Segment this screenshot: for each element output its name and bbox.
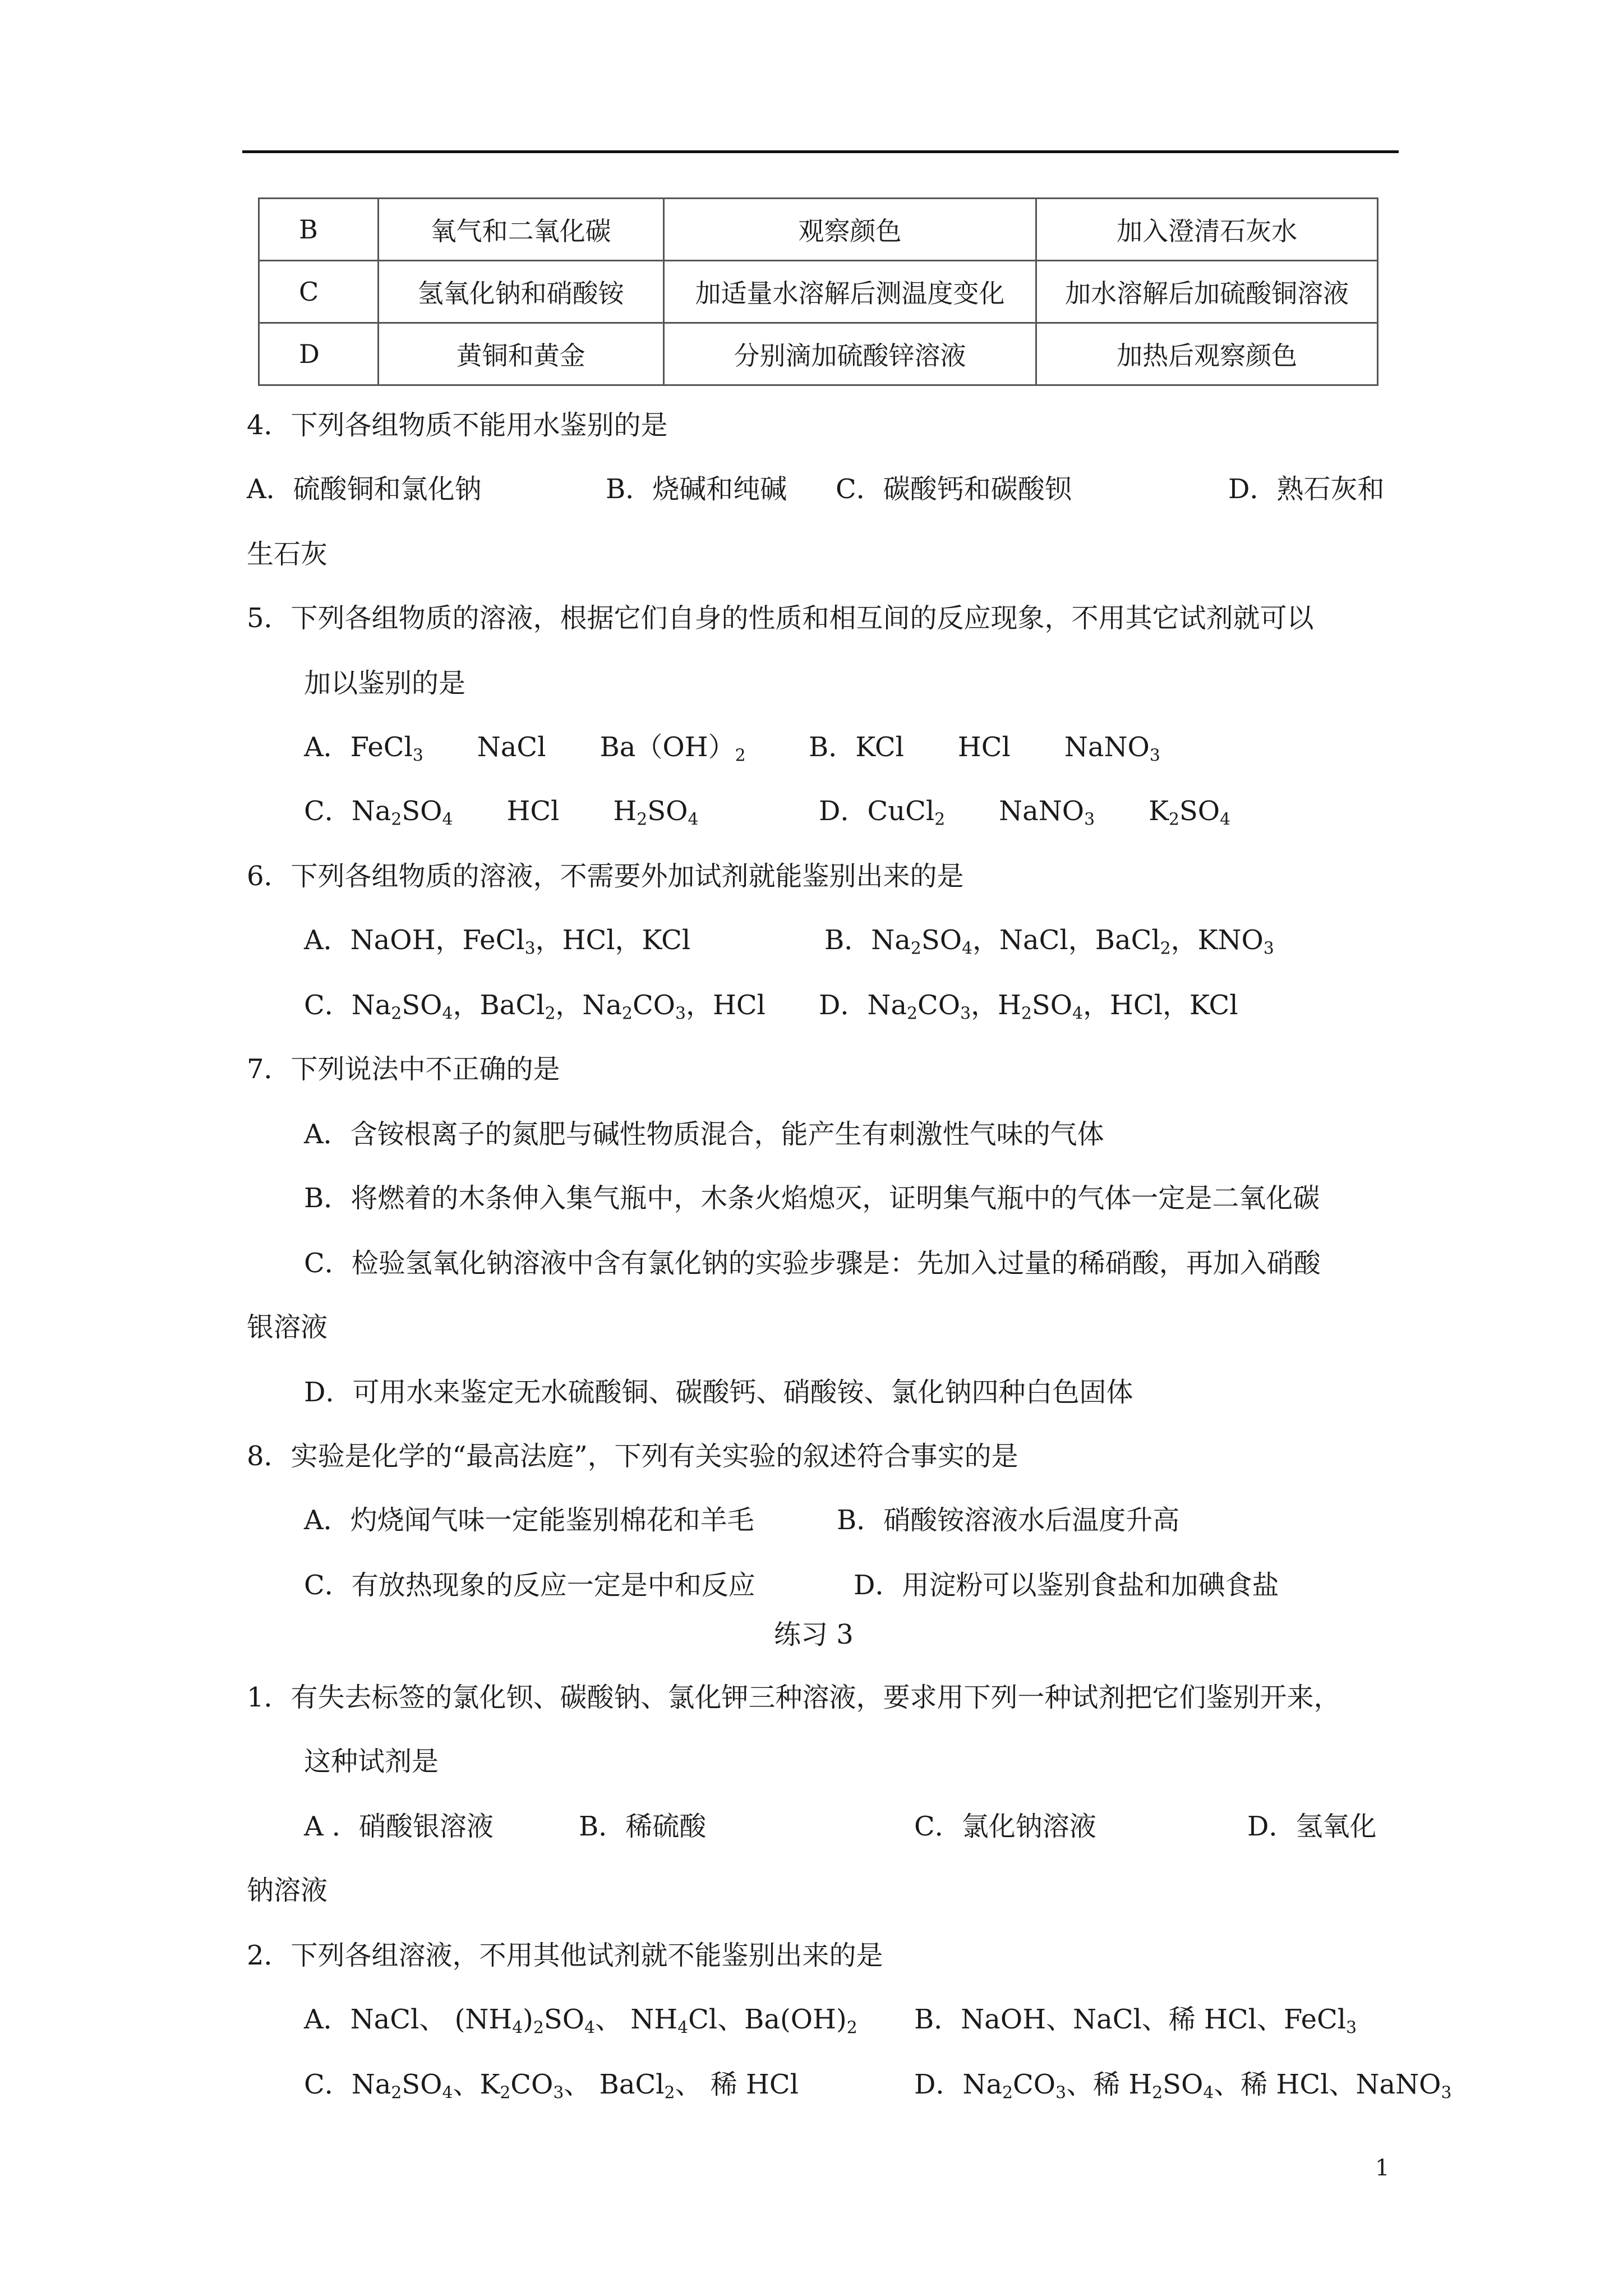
option-d: D．$Na_2CO_3$，$H_2SO_4$，HCl，KCl [819,990,1238,1024]
option-c: C．氯化钠溶液 [914,1811,1096,1842]
p3q1-option-d-continued: 钠溶液 [247,1875,328,1906]
q4-options [247,472,1391,506]
section-title: 练习 3 [774,1619,854,1650]
table-cell: D [259,323,379,385]
option-c: C．$Na_2SO_4$ HCl $H_2SO_4$ [304,795,699,830]
option-d: D．CuCl$_2$ NaNO$_3$ $K_2SO_4$ [819,795,1231,830]
q6-options-ab [304,923,1370,963]
option-d: D．$Na_2CO_3$、稀 $H_2SO_4$、稀 HCl、NaNO$_3$ [914,2069,1452,2103]
q7-option-c: C．检验氢氧化钠溶液中含有氯化钠的实验步骤是：先加入过量的稀硝酸，再加入硝酸 [304,1248,1321,1279]
q4-stem: 4．下列各组物质不能用水鉴别的是 [247,409,668,441]
option-c: C．碳酸钙和碳酸钡 [836,473,1072,505]
table-cell: C [259,261,379,323]
p3q1-stem-continued: 这种试剂是 [304,1746,439,1777]
table-cell: 加入澄清石灰水 [1036,199,1378,261]
table-row [259,323,1378,385]
option-b: B．NaOH、NaCl、稀 HCl、FeCl$_3$ [914,2004,1357,2038]
option-c: C．$Na_2SO_4$、$K_2CO_3$、 BaCl$_2$、 稀 HCl [304,2069,799,2103]
option-d: D．用淀粉可以鉴别食盐和加碘食盐 [854,1570,1279,1601]
options-table [258,197,1378,386]
table-row [259,199,1378,261]
table-cell: 氧气和二氧化碳 [378,199,663,261]
option-a: A．灼烧闻气味一定能鉴别棉花和羊毛 [304,1504,754,1536]
option-d: D．熟石灰和 [1228,473,1385,505]
option-a: A．NaCl、 $(NH_4)_2SO_4$、 $NH_4Cl$、$Ba(OH)_2$ [304,2004,857,2038]
q7-stem: 7．下列说法中不正确的是 [247,1053,560,1085]
q7-option-b: B．将燃着的木条伸入集气瓶中，木条火焰熄灭，证明集气瓶中的气体一定是二氧化碳 [304,1182,1320,1214]
q8-stem: 8．实验是化学的“最高法庭”，下列有关实验的叙述符合事实的是 [247,1441,1018,1472]
q8-options-ab [304,1503,1370,1537]
option-a: A．FeCl$_3$ NaCl $Ba(OH)_2$ [304,731,746,766]
q5-options-ab [304,730,1370,770]
table-row [259,261,1378,323]
q6-options-cd [304,988,1370,1028]
q4-option-d-continued: 生石灰 [247,539,328,570]
table-cell: 氢氧化钠和硝酸铵 [378,261,663,323]
table-cell: 分别滴加硫酸锌溶液 [663,323,1036,385]
p3q1-stem: 1．有失去标签的氯化钡、碳酸钠、氯化钾三种溶液，要求用下列一种试剂把它们鉴别开来， [247,1682,1341,1713]
option-b: B．$Na_2SO_4$，NaCl，BaCl$_2$，$KNO_3$ [824,924,1274,959]
q5-options-cd [304,794,1370,834]
p3q1-options [304,1810,1386,1843]
q6-stem: 6．下列各组物质的溶液，不需要外加试剂就能鉴别出来的是 [247,861,964,892]
q5-stem: 5．下列各组物质的溶液，根据它们自身的性质和相互间的反应现象，不用其它试剂就可以 [247,602,1314,634]
option-d: D．氢氧化 [1247,1811,1377,1842]
option-a: A．NaOH，FeCl$_3$，HCl，KCl [304,924,691,959]
table-cell: 加适量水溶解后测温度变化 [663,261,1036,323]
option-b: B．烧碱和纯碱 [606,473,787,505]
option-c: C．有放热现象的反应一定是中和反应 [304,1570,755,1601]
page-number: 1 [1375,2155,1390,2181]
option-b: B．稀硫酸 [579,1811,707,1842]
q7-option-a: A．含铵根离子的氮肥与碱性物质混合，能产生有刺激性气味的气体 [304,1119,1104,1150]
option-a: A．硫酸铜和氯化钠 [247,473,482,505]
table-cell: 加水溶解后加硫酸铜溶液 [1036,261,1378,323]
table-cell: 加热后观察颜色 [1036,323,1378,385]
table-cell: 观察颜色 [663,199,1036,261]
q7-option-c-continued: 银溶液 [247,1312,328,1343]
option-c: C．$Na_2SO_4$，BaCl$_2$，$Na_2CO_3$，HCl [304,990,766,1024]
q7-option-d: D．可用水来鉴定无水硫酸铜、碳酸钙、硝酸铵、氯化钠四种白色固体 [304,1377,1133,1408]
q5-stem-continued: 加以鉴别的是 [304,668,466,699]
q8-options-cd [304,1568,1370,1602]
table-cell: 黄铜和黄金 [378,323,663,385]
p3q2-options-ab [304,2003,1386,2042]
p3q2-options-cd [304,2068,1452,2107]
option-b: B．硝酸铵溶液水后温度升高 [837,1504,1180,1536]
option-a: A ．硝酸银溶液 [304,1811,494,1842]
table-cell: B [259,199,379,261]
p3q2-stem: 2．下列各组溶液，不用其他试剂就不能鉴别出来的是 [247,1940,883,1971]
option-b: B．KCl HCl NaNO$_3$ [809,731,1160,766]
header-rule [242,150,1399,153]
